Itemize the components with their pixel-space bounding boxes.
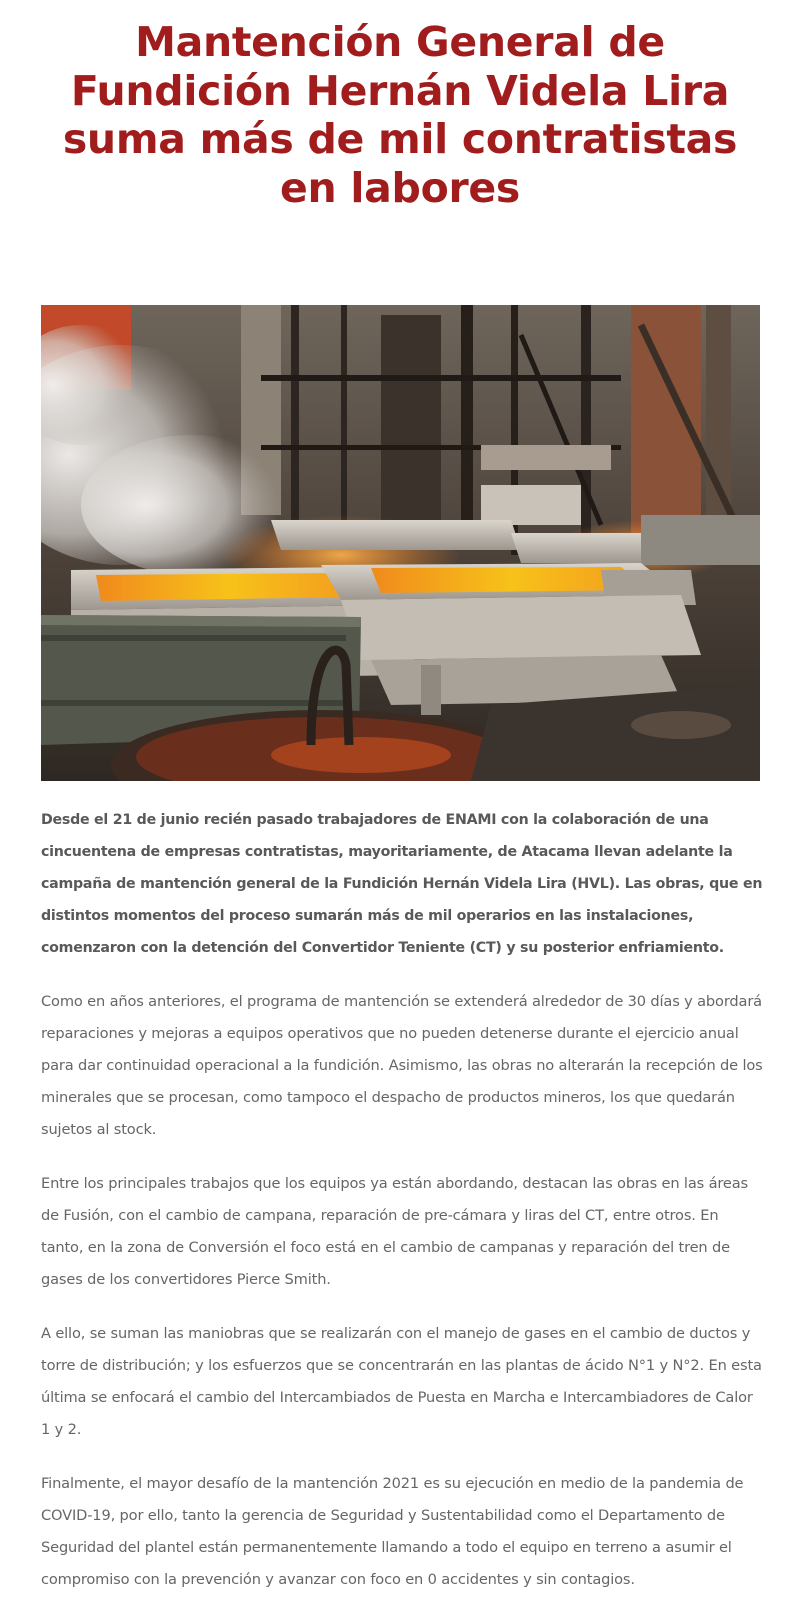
foundry-illustration [41, 305, 760, 781]
article-title: Mantención General de Fundición Hernán Videla Lira suma más de mil contratistas en labores [62, 18, 738, 212]
body-paragraph: Como en años anteriores, el programa de mantención se extenderá alrededor de 30 días y abordará reparaciones y mejoras a equipos operativos que no pueden detenerse durante el ejercicio anual para dar continuidad operacional a la fundición. Asimismo, las obras no alterarán la recepción de los minerales que se procesan, como tampoco el despacho de productos mineros, los que quedarán sujetos al stock. [41, 993, 763, 1138]
lead-paragraph: Desde el 21 de junio recién pasado trabajadores de ENAMI con la colaboración de una cincuentena de empresas contratistas, mayoritariamente, de Atacama llevan adelante la campaña de mantención general de la Fundición Hernán Videla Lira (HVL). Las obras, que en distintos momentos del proceso sumarán más de mil operarios en las instalaciones, comenzaron con la detención del Convertidor Teniente (CT) y su posterior enfriamiento. [41, 812, 763, 956]
body-paragraph: Finalmente, el mayor desafío de la mantención 2021 es su ejecución en medio de la pandemia de COVID-19, por ello, tanto la gerencia de Seguridad y Sustentabilidad como el Departamento de Seguridad del plantel están permanentemente llamando a todo el equipo en terreno a asumir el compromiso con la prevención y avanzar con foco en 0 accidentes y sin contagios. [41, 1475, 744, 1588]
article-body [41, 804, 763, 1618]
body-paragraph: A ello, se suman las maniobras que se realizarán con el manejo de gases en el cambio de ductos y torre de distribución; y los esfuerzos que se concentrarán en las plantas de ácido N°1 y N°2. En esta última se enfocará el cambio del Intercambiados de Puesta en Marcha e Intercambiadores de Calor 1 y 2. [41, 1325, 762, 1438]
body-paragraph: Entre los principales trabajos que los equipos ya están abordando, destacan las obras en las áreas de Fusión, con el cambio de campana, reparación de pre-cámara y liras del CT, entre otros. En tanto, en la zona de Conversión el foco está en el cambio de campanas y reparación del tren de gases de los convertidores Pierce Smith. [41, 1175, 748, 1288]
hero-image [41, 305, 760, 781]
